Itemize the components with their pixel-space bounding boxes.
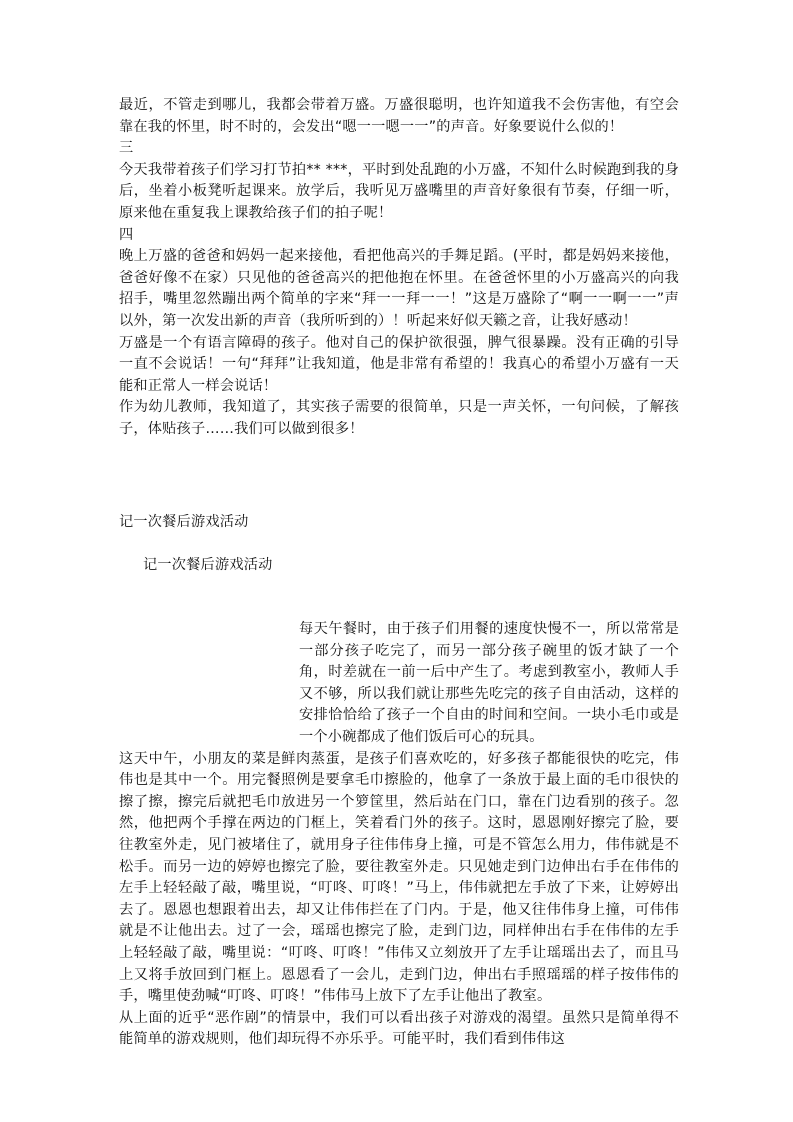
paragraph: 这天中午，小朋友的菜是鲜肉蒸蛋，是孩子们喜欢吃的，好多孩子都能很快的吃完，伟伟也是其中一个。用完餐照例是要拿毛巾擦脸的，他拿了一条放于最上面的毛巾很快的擦了擦，擦完后就把毛巾放进另一个箩筐里，然后站在门口，靠在门边看别的孩子。忽然，他把两个手撑在两边的门框上，笑着看门外的孩子。这时，恩恩刚好擦完了脸，要往教室外走，见门被堵住了，就用身子往伟伟身上撞，可是不管怎么用力，伟伟就是不松手。而另一边的婷婷也擦完了脸，要往教室外走。只见她走到门边伸出右手在伟伟的左手上轻轻敲了敲，嘴里说，“叮咚、叮咚！”马上，伟伟就把左手放了下来，让婷婷出去了。恩恩也想跟着出去，却又让伟伟拦在了门内。于是，他又往伟伟身上撞，可伟伟就是不让他出去。过了一会，瑶瑶也擦完了脸，走到门边，同样伸出右手在伟伟的左手上轻轻敲了敲，嘴里说：“叮咚、叮咚！”伟伟又立刻放开了左手让瑶瑶出去了，而且马上又将手放回到门框上。恩恩看了一会儿，走到门边，伸出右手照瑶瑶的样子按伟伟的手，嘴里使劲喊“叮咚、叮咚！”伟伟马上放下了左手让他出了教室。 [119,750,679,1005]
article-body [119,619,679,1051]
paragraph: 从上面的近乎“恶作剧”的情景中，我们可以看出孩子对游戏的渴望。虽然只是简单得不能简单的游戏规则，他们却玩得不亦乐乎。可能平时，我们看到伟伟这 [119,1009,679,1048]
paragraph: 今天我带着孩子们学习打节拍** ***，平时到处乱跑的小万盛，不知什么时候跑到我的身后，坐着小板凳听起课来。放学后，我听见万盛嘴里的声音好象很有节奏，仔细一听，原来他在重复我上课教给孩子们的拍子呢！ [119,161,679,221]
story-continuation [119,95,679,441]
paragraph: 最近，不管走到哪儿，我都会带着万盛。万盛很聪明，也许知道我不会伤害他，有空会靠在我的怀里，时不时的，会发出“嗯一一嗯一一”的声音。好象要说什么似的！ [119,97,679,135]
paragraph: 万盛是一个有语言障碍的孩子。他对自己的保护欲很强，脾气很暴躁。没有正确的引导一直不会说话！一句“拜拜”让我知道，他是非常有希望的！我真心的希望小万盛有一天能和正常人一样会说话！ [119,334,679,394]
section-number: 四 [119,226,134,243]
article-subheading: 记一次餐后游戏活动 [143,557,273,573]
paragraph: 每天午餐时，由于孩子们用餐的速度快慢不一，所以常常是一部分孩子吃完了，而另一部分孩子碗里的饭才缺了一个角，时差就在一前一后中产生了。考虑到教室小，教师人手又不够，所以我们就让那些先吃完的孩子自由活动，这样的安排恰恰给了孩子一个自由的时间和空间。一块小毛巾或是一个小碗都成了他们饭后可心的玩具。 [299,621,679,745]
paragraph: 作为幼儿教师，我知道了，其实孩子需要的很简单，只是一声关怀，一句问候，了解孩子，体贴孩子……我们可以做到很多！ [119,399,679,437]
article-heading: 记一次餐后游戏活动 [119,514,249,530]
section-number: 三 [119,140,134,157]
paragraph: 晚上万盛的爸爸和妈妈一起来接他，看把他高兴的手舞足蹈。(平时，都是妈妈来接他，爸爸好像不在家）只见他的爸爸高兴的把他抱在怀里。在爸爸怀里的小万盛高兴的向我招手，嘴里忽然蹦出两个简单的字来“拜一一拜一一！”这是万盛除了“啊一一啊一一”声以外，第一次发出新的声音（我所听到的）！听起来好似天籁之音，让我好感动！ [119,248,679,329]
